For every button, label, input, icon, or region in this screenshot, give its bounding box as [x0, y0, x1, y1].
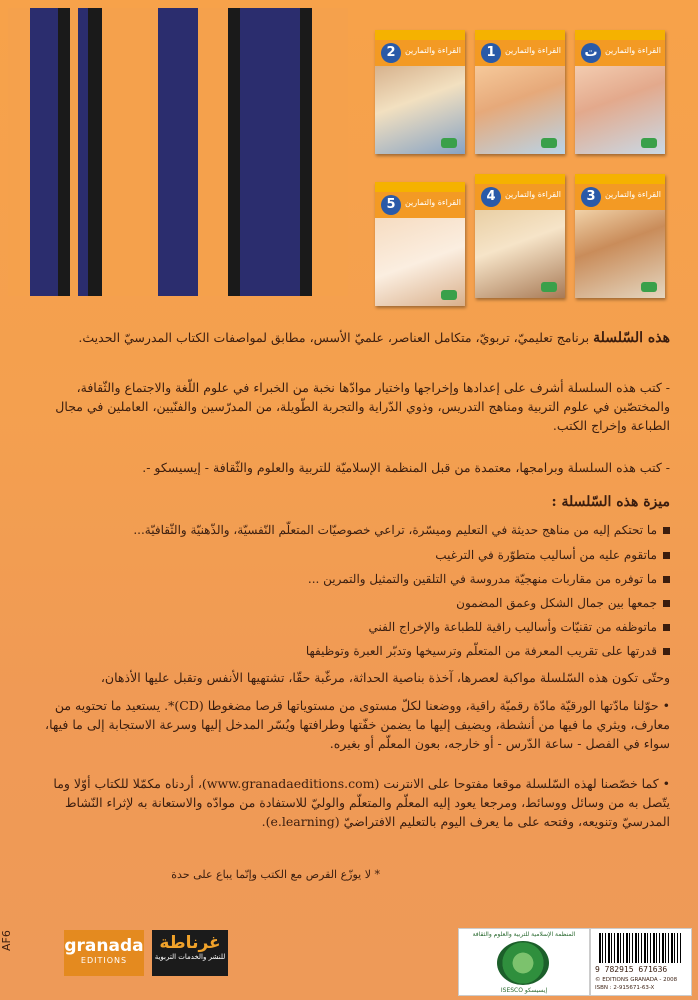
isbn: ISBN : 2-915671-63-X	[595, 985, 655, 991]
arabic-publisher-logo: غرناطة للنشر والخدمات التربوية	[152, 930, 228, 976]
cd-note: * لا يوزّع القرص مع الكتب وإنّما يباع على حدة	[171, 868, 380, 881]
series-lead: هذه السّلسلة	[593, 330, 670, 346]
closing-paragraph-2: • حوّلنا مادّتها الورقيّة مادّة رقميّة راقية، ووضعنا لكلّ مستوى من مستوياتها قرصا مضغوطا (CD)*. يستعيد ما تحتويه من معارف، ويثري ما فيها من أنشطة، ويضيف إليها ما يضمن خفّتها وطرافتها ويُسّر المدخل إليها وسرعة الاستجابة إلى ما فيها، سواء في الفصل - ساعة الدّرس - أو خارجه، بعون المعلّم أو بغيره.	[45, 698, 670, 751]
feature-item: ما تحتكم إليه من مناهج حديثة في التعليم وميسّرة، تراعي خصوصيّات المتعلّم النّفسيّة، والذّهنيّة والثّقافيّة...	[30, 523, 670, 537]
book-cover-1: 1 القراءة والتمارين	[475, 30, 565, 154]
cover-number: 3	[581, 187, 601, 207]
black-stripe	[58, 8, 70, 296]
intro-paragraph-1: هذه السّلسلة برنامج تعليميّ، تربويّ، متكامل العناصر، علميّ الأسس، مطابق لمواصفات الكتاب المدرسيّ الحديث.	[78, 330, 670, 346]
cover-number: 1	[481, 43, 501, 63]
book-cover-3: 3 القراءة والتمارين	[575, 174, 665, 298]
side-code: AF6	[0, 930, 13, 951]
book-cover-5: 5 القراءة والتمارين	[375, 182, 465, 306]
intro-paragraph-3: - كتب هذه السلسلة وبرامجها، معتمدة من قبل المنظمة الإسلاميّة للتربية والعلوم والثّقافة - إيسيسكو -.	[142, 460, 670, 475]
black-stripe	[300, 8, 312, 296]
blue-stripe	[158, 8, 198, 296]
blue-stripe	[30, 8, 58, 296]
cover-number: 5	[381, 195, 401, 215]
feature-item: قدرتها على تقريب المعرفة من المتعلّم وترسيخها وتدبّر العبرة وتوظيفها	[30, 644, 670, 658]
blue-stripe	[78, 8, 88, 296]
barcode-number: 9 782915 671636	[595, 965, 668, 974]
book-cover-6: ت القراءة والتمارين	[575, 30, 665, 154]
blue-stripe	[240, 8, 300, 296]
intro-paragraph-2: - كتب هذه السلسلة أشرف على إعدادها وإخراجها واختيار موادّها نخبة من الخبراء في علوم اللّغة والاجتماع والثّقافة، والمختصّين في علوم التربية ومناهج التدريس، وذوي الدّراية والتجربة الطّويلة، من المدرّسين والفنّيين، العاملين في مجال الطباعة وإخراج الكتب.	[55, 380, 670, 433]
barcode-box	[590, 928, 692, 996]
closing-paragraph-1: وحتّى تكون هذه السّلسلة مواكبة لعصرها، آخذة بناصية الحداثة، مرغّبة حقّا، تشتهيها الأنفس وتقبل عليها الأذهان،	[100, 670, 670, 685]
black-stripe	[228, 8, 240, 296]
feature-item: ماتوظفه من تقنيّات وأساليب راقية للطباعة والإخراج الفني	[30, 620, 670, 634]
granada-logo: granada EDITIONS	[64, 930, 144, 976]
isesco-seal: المنظمة الإسلامية للتربية والعلوم والثقافة ISESCO إيسيسكو	[458, 928, 590, 996]
globe-icon	[497, 941, 549, 985]
cover-number: 4	[481, 187, 501, 207]
feature-item: جمعها بين جمال الشكل وعمق المضمون	[30, 596, 670, 610]
copyright: © EDITIONS GRANADA - 2008	[595, 977, 678, 983]
cover-number: 2	[381, 43, 401, 63]
barcode-icon	[599, 933, 681, 963]
closing-paragraph-3: • كما خصّصنا لهذه السّلسلة موقعا مفتوحا على الانترنت (www.granadaeditions.com)، أردناه مكمّلا للكتاب أوّلا وما يتّصل به من وسائل ووسائط، ومرجعا يعود إليه المعلّم والمتعلّم والوليّ للاستفادة من موادّه والاستعانة به لإثراء النّشاط المدرسيّ وتنويعه، وفتحه على ما يعرف اليوم بالتعليم الافتراضيّ (e.learning).	[53, 776, 670, 829]
cover-number: ت	[581, 43, 601, 63]
book-cover-4: 4 القراءة والتمارين	[475, 174, 565, 298]
feature-item: ما توفره من مقاربات منهجيّة مدروسة في التلقين والتمثيل والتمرين ...	[30, 572, 670, 586]
features-heading: ميزة هذه السّلسلة :	[551, 494, 670, 510]
book-cover-2: 2 القراءة والتمارين	[375, 30, 465, 154]
black-stripe	[88, 8, 102, 296]
stripe-decoration	[8, 8, 348, 296]
feature-item: ماتقوم عليه من أساليب متطوّرة في الترغيب	[30, 548, 670, 562]
